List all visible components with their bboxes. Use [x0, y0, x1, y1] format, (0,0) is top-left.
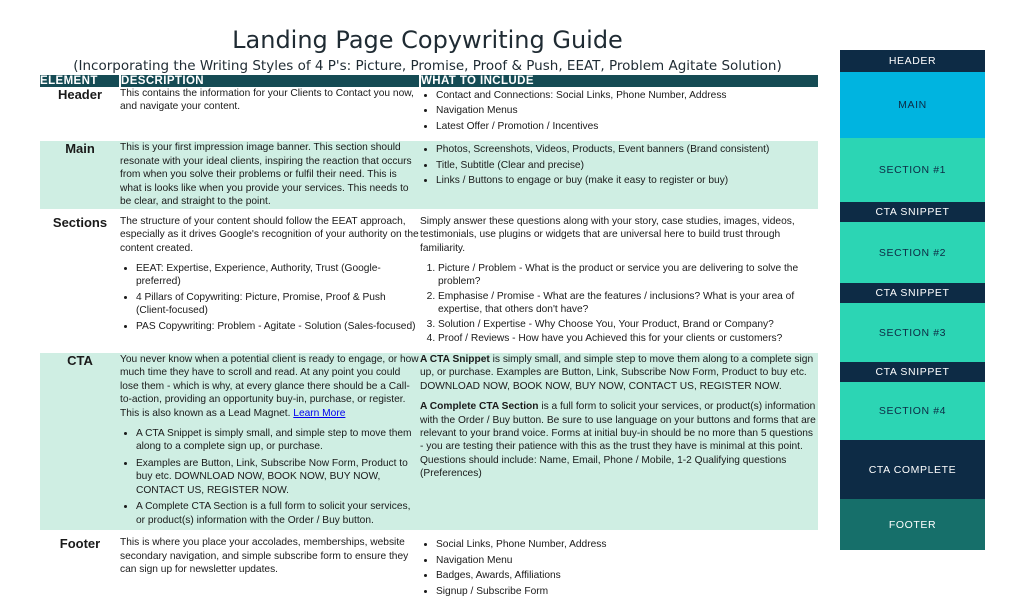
row-include	[420, 536, 818, 600]
list-item: • PAS Copywriting: Problem - Agitate - Solution (Sales-focused)	[136, 320, 420, 333]
landing-page-wireframe	[840, 50, 985, 550]
row-description	[120, 215, 420, 347]
table-row	[40, 87, 818, 135]
description-bullet-list	[120, 262, 420, 333]
column-header-description: DESCRIPTION	[120, 75, 420, 87]
wireframe-block-footer	[840, 499, 985, 550]
include-numbered-list	[420, 262, 818, 346]
include-bullet-list	[420, 538, 818, 598]
include-bullet-list	[420, 89, 818, 133]
row-element-label: Header	[40, 87, 120, 135]
list-item: • Latest Offer / Promotion / Incentives	[436, 120, 818, 133]
list-item: • Photos, Screenshots, Videos, Products, Event banners (Brand consistent)	[436, 143, 818, 156]
wireframe-block-section-4	[840, 382, 985, 440]
wireframe-block-cta-complete	[840, 440, 985, 499]
include-bullet-list	[420, 143, 818, 187]
wireframe-block-label: SECTION #3	[878, 326, 947, 339]
wireframe-block-header	[840, 50, 985, 72]
row-description	[120, 87, 420, 135]
column-header-element: ELEMENT	[40, 75, 120, 87]
row-description	[120, 536, 420, 600]
description-paragraph	[120, 353, 420, 420]
table-row	[40, 536, 818, 600]
table-row	[40, 353, 818, 530]
wireframe-block-label: MAIN	[898, 99, 927, 111]
learn-more-link[interactable]: Learn More	[293, 407, 346, 419]
list-item: • Badges, Awards, Affiliations	[436, 569, 818, 582]
wireframe-block-section-2	[840, 222, 985, 283]
column-header-what-to-include: WHAT TO INCLUDE	[420, 75, 818, 87]
list-item: 1. Picture / Problem - What is the product or service you are delivering to solve the problem?	[438, 262, 818, 289]
wireframe-block-label: HEADER	[888, 55, 937, 67]
wireframe-block-section-3	[840, 303, 985, 362]
list-item: 2. Emphasise / Promise - What are the features / inclusions? What is your area of expertise, that others don't have?	[438, 290, 818, 317]
list-item: 3. Solution / Expertise - Why Choose You, Your Product, Brand or Company?	[438, 318, 818, 331]
wireframe-block-label: FOOTER	[888, 518, 937, 531]
description-text: You never know when a potential client is ready to engage, or how much time they have to scroll and read. At any point you could lose them - which is why, at every glance there should be a Call-to-action, providing an opportunity buy-in, purchase, or register. This is also known as a Lead Magnet.	[120, 353, 419, 419]
list-item: • Links / Buttons to engage or buy (make it easy to register or buy)	[436, 174, 818, 187]
row-element-label: Main	[40, 141, 120, 208]
wireframe-block-label: CTA SNIPPET	[875, 366, 950, 378]
row-include	[420, 87, 818, 135]
wireframe-block-label: SECTION #1	[878, 164, 947, 176]
description-paragraph: The structure of your content should follow the EEAT approach, especially as it drives Google's recognition of your authority on the content created.	[120, 215, 419, 254]
page-title: Landing Page Copywriting Guide	[232, 26, 623, 54]
wireframe-block-label: SECTION #4	[878, 405, 947, 417]
description-bullet-list	[120, 427, 420, 527]
wireframe-block-section-1	[840, 138, 985, 202]
description-paragraph: This is where you place your accolades, memberships, website secondary navigation, and simple subscribe form to ensure they can sign up for newsletter updates.	[120, 537, 409, 576]
wireframe-block-label: CTA COMPLETE	[868, 463, 957, 476]
row-description	[120, 141, 420, 208]
copywriting-guide-table	[40, 75, 818, 600]
include-paragraph	[420, 400, 818, 481]
cta-section-lead: A Complete CTA Section	[420, 401, 539, 413]
description-paragraph: This is your first impression image banner. This section should resonate with your ideal clients, inspiring the reaction that occurs from when you solve their problems or fulfil their need. This is what is looks like when you provide your services. This needs to be clear, and straight to the point.	[120, 142, 412, 208]
list-item: • Navigation Menu	[436, 554, 818, 567]
cta-snippet-text: is simply small, and simple step to move them along to a complete sign up, or purchase. Examples are Button, Link, Subscribe Now Form, Product to buy etc. DOWNLOAD NOW, BOOK NOW, BUY NOW, CONTACT US, REGISTER NOW.	[420, 353, 814, 392]
list-item: • Title, Subtitle (Clear and precise)	[436, 159, 818, 172]
list-item: 4. Proof / Reviews - How have you Achieved this for your clients or customers?	[438, 332, 818, 345]
row-element-label: Sections	[40, 215, 120, 347]
list-item: • Social Links, Phone Number, Address	[436, 538, 818, 551]
description-paragraph: This contains the information for your Clients to Contact you now, and navigate your content.	[120, 88, 414, 113]
row-include	[420, 215, 818, 347]
list-item: • 4 Pillars of Copywriting: Picture, Promise, Proof & Push (Client-focused)	[136, 291, 420, 318]
wireframe-block-cta-snippet	[840, 362, 985, 382]
cta-snippet-lead: A CTA Snippet	[420, 353, 490, 365]
table-row	[40, 141, 818, 208]
row-include	[420, 141, 818, 208]
row-description	[120, 353, 420, 530]
list-item: • Contact and Connections: Social Links, Phone Number, Address	[436, 89, 818, 102]
include-intro: Simply answer these questions along with your story, case studies, images, videos, testimonials, use plugins or widgets that are universal here to build trust through familiarity.	[420, 215, 795, 254]
list-item: • A Complete CTA Section is a full form to solicit your services, or product(s) information with the Order / Buy button.	[136, 500, 420, 527]
wireframe-block-label: CTA SNIPPET	[875, 287, 950, 299]
list-item: • Examples are Button, Link, Subscribe Now Form, Product to buy etc. DOWNLOAD NOW, BOOK NOW, BUY NOW, CONTACT US, REGISTER NOW.	[136, 457, 420, 497]
list-item: • A CTA Snippet is simply small, and simple step to move them along to a complete sign up, or purchase.	[136, 427, 420, 454]
list-item: • Navigation Menus	[436, 104, 818, 117]
row-include	[420, 353, 818, 530]
list-item: • Signup / Subscribe Form	[436, 585, 818, 598]
list-item: • EEAT: Expertise, Experience, Authority, Trust (Google-preferred)	[136, 262, 420, 289]
row-element-label: Footer	[40, 536, 120, 600]
cta-section-text: is a full form to solicit your services, or product(s) information with the Order / Buy button. Be sure to use language on your buttons and forms that are relevant to your brand voice. Forms at initial buy-in should be no more than 5 questions - you are testing their patience with this as the trust they have is minimal at this point. Questions should include: Name, Email, Phone / Mobile, 1-2 Qualifying questions (Preferences)	[420, 401, 816, 480]
include-paragraph	[420, 353, 818, 393]
wireframe-block-cta-snippet	[840, 202, 985, 222]
table-header-row	[40, 75, 818, 87]
wireframe-block-main	[840, 72, 985, 138]
page-subtitle: (Incorporating the Writing Styles of 4 P's: Picture, Promise, Proof & Push, EEAT, Problem Agitate Solution)	[73, 58, 782, 74]
table-row	[40, 215, 818, 347]
wireframe-block-label: CTA SNIPPET	[875, 206, 950, 218]
wireframe-block-label: SECTION #2	[878, 246, 947, 259]
wireframe-block-cta-snippet	[840, 283, 985, 303]
row-element-label: CTA	[40, 353, 120, 530]
